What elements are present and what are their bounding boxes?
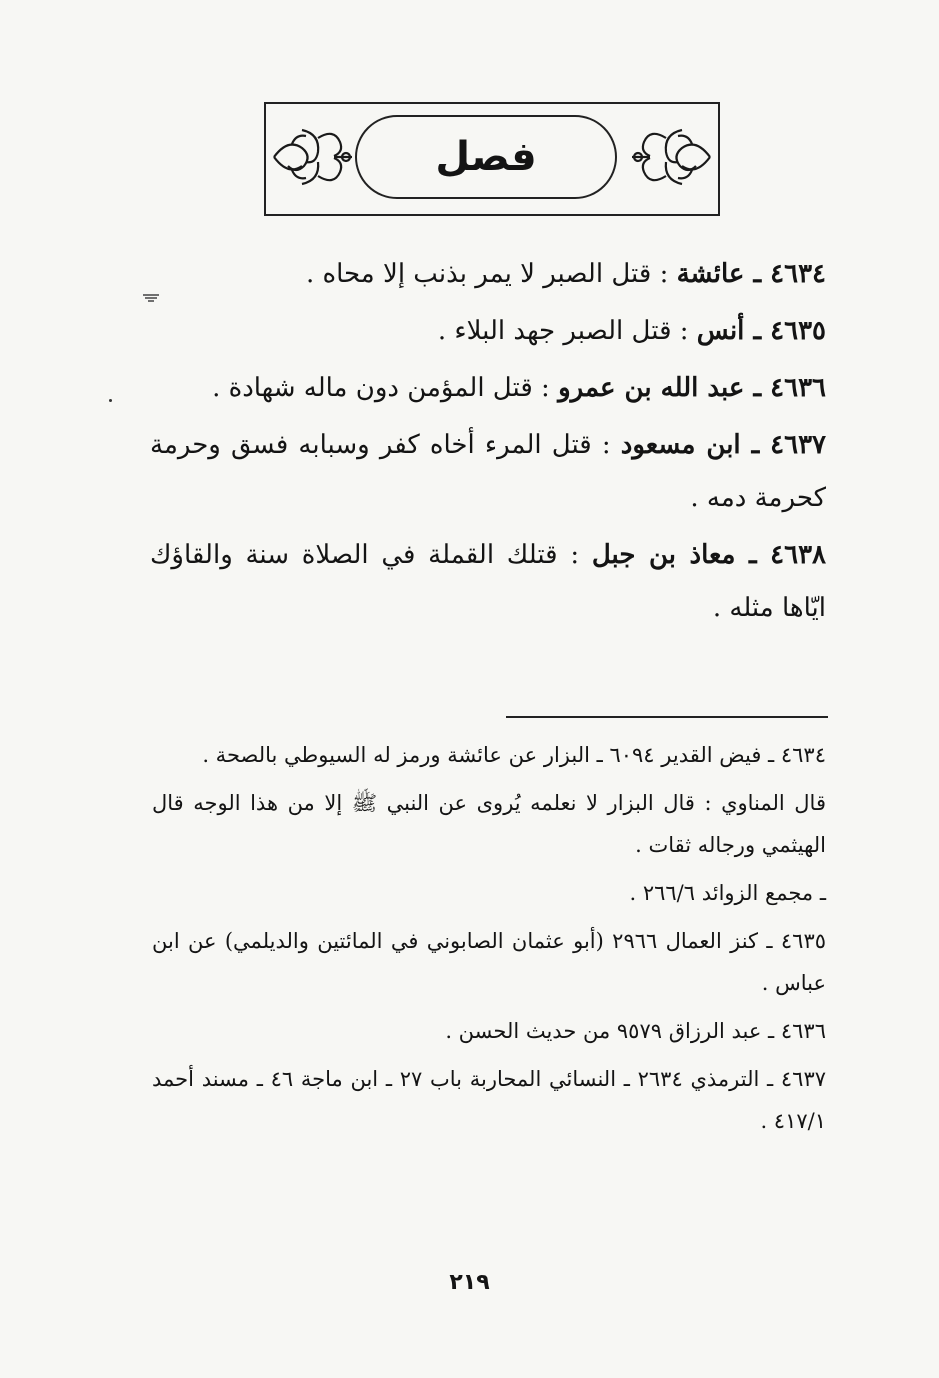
hadith-entries [150, 248, 826, 639]
entry-separator: ـ [735, 540, 771, 570]
entry-separator: ـ [740, 430, 771, 460]
footnote: ـ مجمع الزوائد ٢٦٦/٦ . [629, 881, 826, 905]
entry-narrator: عائشة [676, 259, 745, 289]
entry-separator: ـ [744, 259, 771, 289]
entry-number: ٤٦٣٨ [770, 540, 826, 570]
entry-narrator: ابن مسعود [620, 430, 741, 460]
entry-text: : قتلك القملة في الصلاة سنة والقاؤك ايّاها مثله . [150, 540, 826, 623]
hadith-entry [150, 305, 826, 358]
entry-number: ٤٦٣٤ [770, 259, 826, 289]
footnotes [152, 734, 826, 1148]
footnote: ٤٦٣٦ ـ عبد الرزاق ٩٥٧٩ من حديث الحسن . [445, 1019, 826, 1043]
footnote: ٤٦٣٥ ـ كنز العمال ٢٩٦٦ (أبو عثمان الصابوني في المائتين والديلمي) عن ابن عباس . [152, 929, 827, 995]
entry-number: ٤٦٣٦ [770, 373, 826, 403]
right-ornament-icon [626, 118, 716, 196]
footnote: ٤٦٣٤ ـ فيض القدير ٦٠٩٤ ـ البزار عن عائشة ورمز له السيوطي بالصحة . [202, 743, 826, 767]
entry-text: : قتل الصبر لا يمر بذنب إلا محاه . [305, 259, 669, 289]
entry-narrator: عبد الله بن عمرو [558, 373, 745, 403]
entry-text: : قتل المرء أخاه كفر وسبابه فسق وحرمة كحرمة دمه . [150, 430, 826, 513]
entry-number: ٤٦٣٧ [770, 430, 826, 460]
entry-text: : قتل المؤمن دون ماله شهادة . [212, 373, 550, 403]
hadith-entry [150, 362, 826, 415]
scan-dot [109, 399, 112, 402]
chapter-title: فصل [435, 134, 537, 180]
footnote: ٤٦٣٧ ـ الترمذي ٢٦٣٤ ـ النسائي المحاربة باب ٢٧ ـ ابن ماجة ٤٦ ـ مسند أحمد ٤١٧/١ . [152, 1067, 827, 1133]
entry-separator: ـ [744, 373, 771, 403]
entry-narrator: أنس [696, 316, 745, 346]
chapter-title-cartouche [355, 115, 617, 199]
entry-separator: ـ [744, 316, 771, 346]
entry-text: : قتل الصبر جهد البلاء . [437, 316, 689, 346]
footnote-divider [506, 716, 828, 718]
footnote: قال المناوي : قال البزار لا نعلمه يُروى عن النبي ﷺ إلا من هذا الوجه قال الهيثمي ورجاله ثقات . [152, 791, 826, 857]
left-ornament-icon [268, 118, 358, 196]
entry-number: ٤٦٣٥ [770, 316, 826, 346]
entry-narrator: معاذ بن جبل [591, 540, 736, 570]
hadith-entry [150, 419, 826, 525]
hadith-entry [150, 529, 826, 635]
page-number: ٢١٩ [449, 1270, 490, 1295]
hadith-entry [150, 248, 826, 301]
